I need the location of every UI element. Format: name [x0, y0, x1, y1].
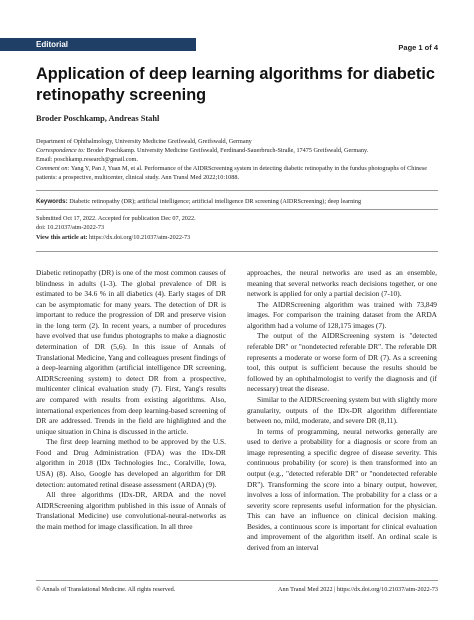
correspondence-label: Correspondence to:	[36, 147, 86, 154]
footer-divider	[36, 580, 438, 581]
page-number: Page 1 of 4	[398, 43, 438, 52]
comment-label: Comment on:	[36, 165, 70, 172]
view-label: View this article at:	[36, 233, 88, 241]
email[interactable]: Email: poschkamp.research@gmail.com.	[36, 156, 138, 163]
keywords	[36, 197, 446, 206]
footer-copyright: © Annals of Translational Medicine. All rights reserved.	[36, 586, 176, 593]
keywords-label: Keywords:	[36, 198, 68, 205]
section-banner	[0, 38, 196, 51]
paragraph: The output of the AIDRScreening system is "detected referable DR" or "nondetected referable DR". The referable DR represents a moderate or worse form of DR (7). As a screening tool, this output is sufficient because the results should be followed by an ophthalmologist to verify the diagnosis and (if necessary) treat the disease.	[247, 331, 437, 394]
paragraph: The first deep learning method to be approved by the U.S. Food and Drug Administration (FDA) was the IDx-DR algorithm in 2018 (IDx Technologies Inc., Coralville, Iowa, USA) (8). Also, Google has developed an algorithm for DR detection: automated retinal disease assessment (ARDA) (9).	[36, 437, 226, 489]
submission-info	[36, 214, 196, 242]
view-article	[36, 233, 196, 242]
paragraph: The AIDRScreening algorithm was trained with 73,849 images. For comparison the training dataset from the ARDA algorithm had a volume of 128,175 images (7).	[247, 299, 437, 330]
correspondence-text: Broder Poschkamp. University Medicine Greifswald, Ferdinand-Sauerbruch-Straße, 17475 Greifswald, Germany.	[85, 147, 369, 154]
divider	[36, 209, 438, 210]
section-label: Editorial	[36, 40, 69, 49]
divider	[36, 190, 438, 191]
doi[interactable]: doi: 10.21037/atm-2022-73	[36, 224, 105, 232]
divider	[36, 251, 438, 252]
article-authors: Broder Poschkamp, Andreas Stahl	[36, 114, 160, 123]
affiliation: Department of Ophthalmology, University Medicine Greifswald, Greifswald, Germany	[36, 138, 252, 145]
keywords-text: Diabetic retinopathy (DR); artificial intelligence; artificial intelligence DR screening (AIDRScreening); deep learning	[67, 198, 362, 205]
paragraph: Similar to the AIDRScreening system but with slightly more granularity, outputs of the IDx-DR algorithm differentiate between no, mild, moderate, and severe DR (8,11).	[247, 394, 437, 426]
paragraph: approaches, the neural networks are used as an ensemble, meaning that several networks reach decisions together, or one network is applied for only a partial decision (7-10).	[247, 268, 437, 299]
comment-text: Yang Y, Pan J, Yuan M, et al. Performance of the AIDRScreening system in detecting diabetic retinopathy in the fundus photographs of Chinese patients: a prospective, multicenter, clinical study. Ann Transl Med 2022;10:1088.	[36, 165, 428, 181]
body-column-left	[36, 268, 226, 532]
body-column-right	[247, 268, 437, 554]
paragraph: All three algorithms (IDx-DR, ARDA and the novel AIDRScreening algorithm published in this issue of Annals of Translational Medicine) use convolutional-neural-networks as the main method for image classification. In all three	[36, 490, 226, 531]
submitted-dates: Submitted Oct 17, 2022. Accepted for publication Dec 07, 2022.	[36, 215, 196, 222]
comment-on	[36, 164, 446, 182]
correspondence	[36, 146, 446, 155]
article-title: Application of deep learning algorithms for diabetic retinopathy screening	[36, 65, 435, 104]
paragraph: In terms of programming, neural networks generally are used to derive a probability for a diagnosis or score from an image representing a specific degree of disease severity. This continuous probability (or score) is then transformed into an output (e.g., "detected referable DR" or "nondetected referable DR"). Transforming the score into a binary output, however, involves a loss of information. The probability for a class or a severity score represents useful information for the physician. This can have an influence on clinical decision making. Besides, a continuous score is important for clinical evaluation and improvement of the algorithm itself. An ordinal scale is derived from an interval	[247, 426, 437, 553]
view-url[interactable]: https://dx.doi.org/10.21037/atm-2022-73	[87, 233, 191, 241]
paragraph: Diabetic retinopathy (DR) is one of the most common causes of blindness in adults (1-3). The global prevalence of DR is estimated to be 34.6 % in all diabetics (4). Early stages of DR can be asymptomatic for many years. The detection of DR is important to reduce the progression of DR and preserve vision in the long term (2). In recent years, a number of procedures have evolved that use fundus photographs to make a diagnostic determination of DR (5,6). In this issue of Annals of Translational Medicine, Yang and colleagues present findings of a deep-learning algorithm (artificial intelligence DR screening, AIDRScreening system) to detect DR from a prospective, multicenter clinical evaluation study (7). First, Yang's results are compared with results from existing algorithms. Also, international experiences from deep learning-based screening of DR are addressed. Trends in the field are highlighted and the unique situation in China is discussed in the article.	[36, 268, 227, 436]
footer-citation: Ann Transl Med 2022 | https://dx.doi.org/10.21037/atm-2022-73	[278, 586, 438, 593]
